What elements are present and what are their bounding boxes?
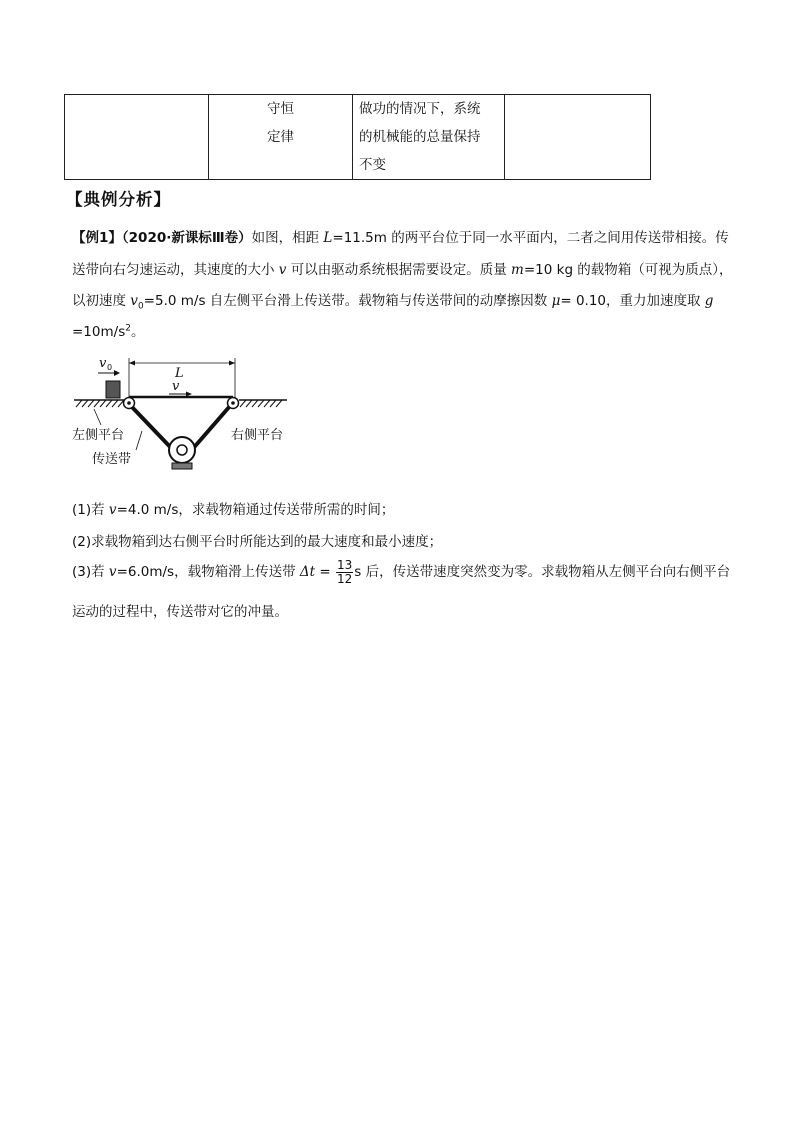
drive-wheel-hub — [177, 445, 187, 455]
example-line-3 — [72, 289, 713, 312]
example-line-1 — [72, 226, 729, 246]
subscript: 0 — [137, 301, 144, 312]
question-3 — [72, 557, 730, 587]
var-v: v — [108, 564, 117, 580]
superscript: 2 — [125, 323, 131, 334]
left-label-leader — [94, 409, 101, 425]
section-title: 【典例分析】 — [66, 190, 171, 209]
text: =6.0m/s，载物箱滑上传送带 — [116, 564, 300, 580]
fraction-numerator: 13 — [336, 557, 353, 572]
var-v0: v — [130, 293, 138, 309]
table-cell-empty-1 — [65, 95, 209, 180]
question-3-line-2: 运动的过程中，传送带对它的冲量。 — [72, 604, 288, 620]
law-content-line-1: 做功的情况下，系统 — [359, 101, 481, 117]
label-v: v — [172, 379, 180, 394]
text: = 0.10，重力加速度取 — [560, 293, 705, 309]
text: 后，传送带速度突然变为零。求载物箱从左侧平台向右侧平台 — [361, 564, 731, 580]
law-name-line-2: 定律 — [267, 129, 294, 145]
cargo-box — [106, 381, 120, 398]
example-tag: 【例1】 — [72, 230, 122, 246]
var-v: v — [278, 262, 287, 278]
var-v: v — [108, 502, 117, 518]
conveyor-diagram — [72, 352, 298, 477]
dim-arrow-right — [229, 361, 235, 366]
law-name-line-1: 守恒 — [267, 101, 294, 117]
text: 以初速度 — [72, 293, 131, 309]
label-belt: 传送带 — [92, 452, 132, 467]
left-hatch — [76, 400, 124, 407]
var-m: m — [511, 262, 524, 278]
question-1 — [72, 498, 394, 518]
law-content-line-2: 的机械能的总量保持 — [359, 129, 481, 145]
table-cell-law-content — [353, 95, 505, 180]
label-left-platform: 左侧平台 — [72, 428, 125, 443]
label-L: L — [175, 366, 184, 381]
text: s — [354, 564, 362, 580]
table-cell-empty-4 — [505, 95, 651, 180]
label-right-platform: 右侧平台 — [231, 428, 284, 443]
belt-label-leader — [136, 431, 142, 450]
belt-right-strut — [190, 406, 230, 452]
text: (1)若 — [72, 502, 109, 518]
example-line-4 — [72, 320, 144, 340]
text: 送带向右匀速运动，其速度的大小 — [72, 262, 279, 278]
law-table — [64, 94, 651, 180]
right-hatch — [240, 400, 282, 407]
text: =10 kg 的载物箱（可视为质点）， — [523, 262, 733, 278]
fraction — [336, 559, 353, 586]
text: =11.5m 的两平台位于同一水平面内，二者之间用传送带相接。传 — [332, 230, 729, 246]
label-v0: v — [99, 356, 107, 371]
text: (3)若 — [72, 564, 109, 580]
text: =10m/s — [72, 324, 126, 340]
left-roller-axle — [127, 401, 131, 405]
text: =5.0 m/s 自左侧平台滑上传送带。载物箱与传送带间的动摩擦因数 — [143, 293, 552, 309]
example-source: （2020·新课标Ⅲ卷） — [121, 230, 252, 246]
var-mu: μ — [551, 293, 561, 309]
text: 。 — [130, 324, 145, 340]
var-delta-t: Δt — [299, 564, 316, 580]
drive-base — [172, 463, 192, 469]
table-cell-law-name — [209, 95, 353, 180]
law-content-line-3: 不变 — [359, 157, 386, 173]
right-roller-axle — [231, 401, 235, 405]
question-2: (2)求载物箱到达右侧平台时所能达到的最大速度和最小速度； — [72, 534, 443, 550]
label-v0-sub: 0 — [107, 363, 113, 372]
example-line-2 — [72, 258, 733, 278]
text: 如图，相距 — [251, 230, 324, 246]
text: =4.0 m/s，求载物箱通过传送带所需的时间； — [116, 502, 395, 518]
table-row — [65, 95, 651, 180]
text: 可以由驱动系统根据需要设定。质量 — [286, 262, 512, 278]
var-L: L — [323, 230, 333, 246]
dim-arrow-left — [129, 361, 135, 366]
var-g: g — [704, 293, 714, 309]
text: = — [315, 564, 335, 580]
fraction-denominator: 12 — [336, 571, 353, 586]
v0-arrowhead — [114, 370, 120, 376]
